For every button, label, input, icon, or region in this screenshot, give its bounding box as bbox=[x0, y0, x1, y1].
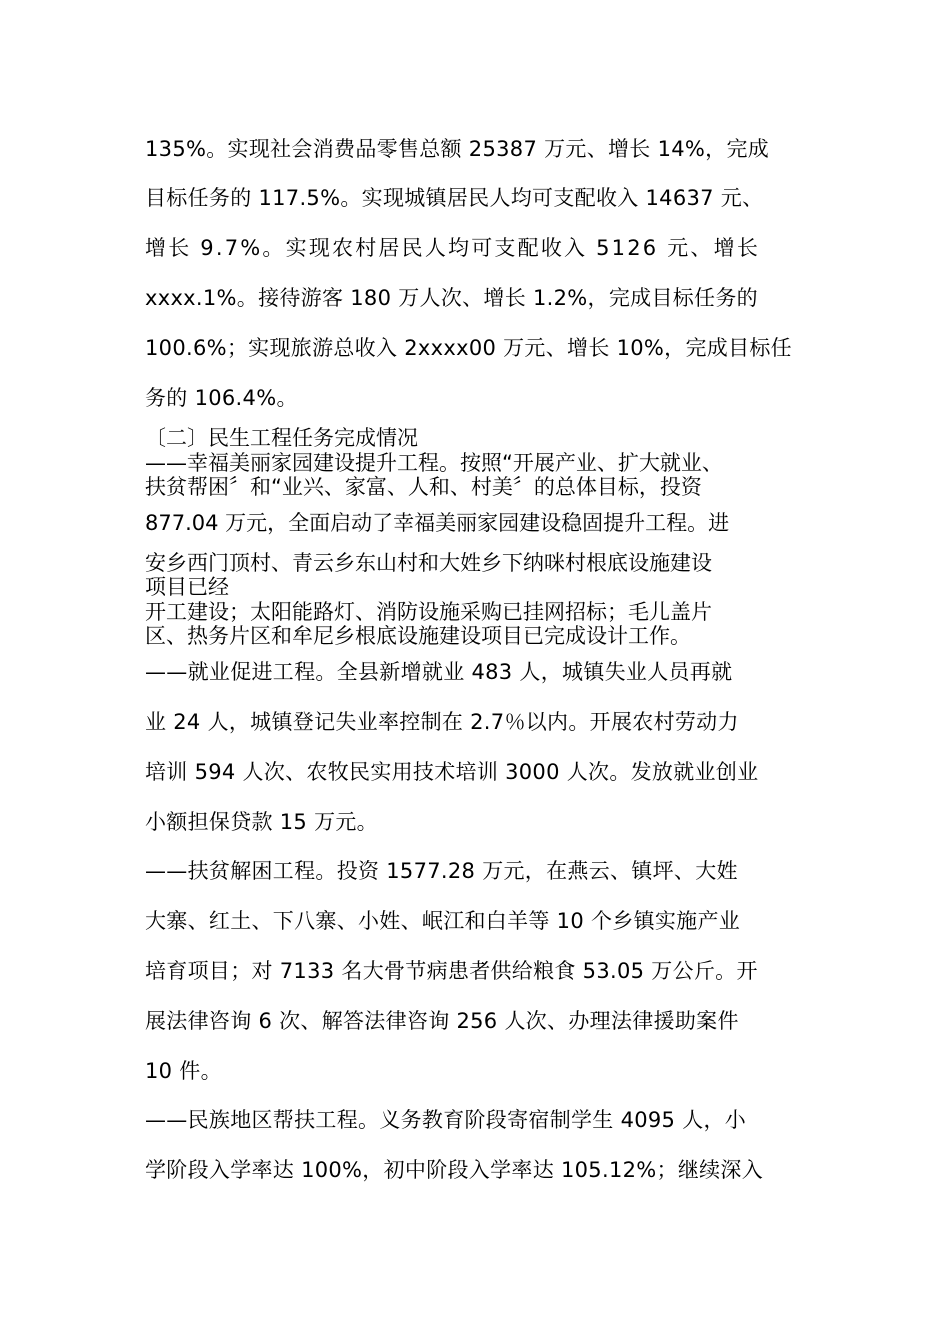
text-line-20: 大寨、红土、下八寨、小姓、岷江和白羊等 10 个乡镇实施产业 bbox=[145, 909, 741, 933]
text-line-13: 开工建设；太阳能路灯、消防设施采购已挂网招标；毛儿盖片 bbox=[145, 600, 712, 624]
text-line-4: xxxx.1%。接待游客 180 万人次、增长 1.2%，完成目标任务的 bbox=[145, 286, 758, 310]
text-line-6: 务的 106.4%。 bbox=[145, 386, 298, 410]
text-line-1: 135%。实现社会消费品零售总额 25387 万元、增长 14%，完成 bbox=[145, 137, 770, 161]
text-line-8: ——幸福美丽家园建设提升工程。按照“开展产业、扩大就业、 bbox=[145, 451, 723, 475]
text-line-11: 安乡西门顶村、青云乡东山村和大姓乡下纳咪村根底设施建设 bbox=[145, 551, 712, 575]
text-line-14: 区、热务片区和牟尼乡根底设施建设项目已完成设计工作。 bbox=[145, 624, 691, 648]
text-line-2: 目标任务的 117.5%。实现城镇居民人均可支配收入 14637 元、 bbox=[145, 186, 764, 210]
text-line-9: 扶贫帮困〞和“业兴、家富、人和、村美〞的总体目标，投资 bbox=[145, 475, 702, 499]
text-line-25: 学阶段入学率达 100%，初中阶段入学率达 105.12%；继续深入 bbox=[145, 1158, 764, 1182]
text-line-3: 增长 9.7%。实现农村居民人均可支配收入 5126 元、增长 bbox=[145, 236, 761, 260]
text-line-21: 培育项目；对 7133 名大骨节病患者供给粮食 53.05 万公斤。开 bbox=[145, 959, 758, 983]
text-line-16: 业 24 人，城镇登记失业率控制在 2.7％以内。开展农村劳动力 bbox=[145, 710, 739, 734]
text-line-5: 100.6%；实现旅游总收入 2xxxx00 万元、增长 10%，完成目标任 bbox=[145, 336, 792, 360]
text-line-10: 877.04 万元，全面启动了幸福美丽家园建设稳固提升工程。进 bbox=[145, 511, 730, 535]
text-line-22: 展法律咨询 6 次、解答法律咨询 256 人次、办理法律援助案件 bbox=[145, 1009, 739, 1033]
text-line-18: 小额担保贷款 15 万元。 bbox=[145, 810, 378, 834]
text-line-17: 培训 594 人次、农牧民实用技术培训 3000 人次。发放就业创业 bbox=[145, 760, 759, 784]
text-line-15: ——就业促进工程。全县新增就业 483 人，城镇失业人员再就 bbox=[145, 660, 733, 684]
text-line-19: ——扶贫解困工程。投资 1577.28 万元，在燕云、镇坪、大姓 bbox=[145, 859, 738, 883]
text-line-23: 10 件。 bbox=[145, 1059, 222, 1083]
text-line-12: 项目已经 bbox=[145, 575, 229, 599]
section-heading: 〔二〕民生工程任务完成情况 bbox=[145, 426, 418, 450]
text-line-24: ——民族地区帮扶工程。义务教育阶段寄宿制学生 4095 人，小 bbox=[145, 1108, 747, 1132]
